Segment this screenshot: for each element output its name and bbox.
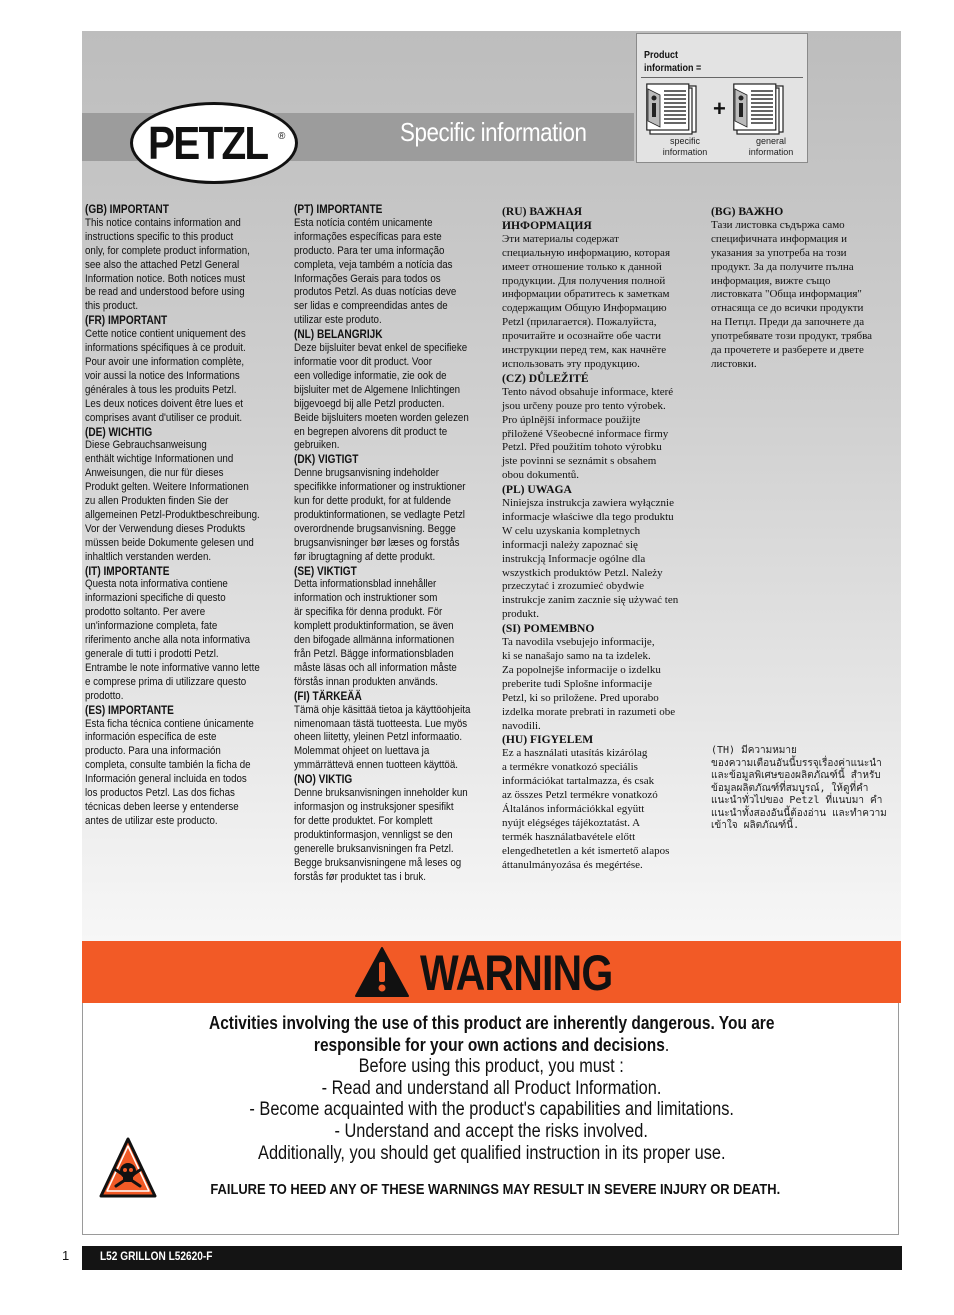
warning-line-7-text: Additionally, you should get qualified instruction in its proper use. <box>257 1143 726 1164</box>
notice-heading: (PL) UWAGA <box>502 483 572 497</box>
warning-line-7 <box>82 1143 901 1165</box>
warning-title: WARNING <box>420 945 613 1001</box>
notice-hu <box>502 733 702 872</box>
document-reference: L52 GRILLON L52620-F <box>100 1251 213 1263</box>
warning-line-2-text <box>314 1034 669 1056</box>
notice-heading: (DE) WICHTIG <box>85 425 153 439</box>
notice-si <box>502 622 702 733</box>
logo-wordmark: PETZL <box>148 117 268 169</box>
notice-text: Questa nota informativa contiene informazioni specifiche di questo prodotto soltanto. Per avere un'informazione completa, fate riferimento anche alla nota informativa generale di tutti i prodotti Petzl. Entrambe le note informative vanno lette e comprese prima di utilizzare questo prodotto. <box>85 578 260 702</box>
warning-line-6 <box>82 1121 901 1143</box>
notice-heading: (FI) TÄRKEÄÄ <box>294 689 362 703</box>
notice-heading: (ES) IMPORTANTE <box>85 703 174 717</box>
notice-heading: (HU) FIGYELEM <box>502 733 594 747</box>
notice-es <box>85 704 278 829</box>
notice-text: This notice contains information and instructions specific to this product only, for complete product information, see also the attached Petzl General Information notice. Both notices must be read and understood before using this product. <box>85 216 250 313</box>
notice-heading: (NO) VIKTIG <box>294 773 353 787</box>
notice-text: Niniejsza instrukcja zawiera wyłącznie informacje właściwe dla tego produktu W celu uzyskania kompletnych informacji należy zapoznać się instrukcją Informacje ogólne dla wszystkich produktów Petzl. Należy przeczytać i zrozumieć obydwie instrukcje zanim zacznie się używać ten produkt. <box>502 497 679 621</box>
warning-line-1 <box>82 1012 901 1034</box>
notice-heading: (CZ) DŮLEŽITÉ <box>502 371 589 385</box>
notice-ru <box>502 205 702 372</box>
warning-triangle-icon <box>354 946 410 998</box>
notice-text: Ez a használati utasítás kizárólag a termékre vonatkozó speciális információkat tartalmazza, és csak az összes Petzl termékre vonatkozó Általános információkkal együtt nyújt elégséges tájékoztatást. A termék használatbavétele előtt elengedhetetlen a két ismertető alapos áttanulmányozása és megértése. <box>502 747 670 871</box>
notice-pt <box>294 203 487 328</box>
notice-heading: (BG) ВАЖНО <box>711 205 784 218</box>
failure-warning-text: FAILURE TO HEED ANY OF THESE WARNINGS MAY RESULT IN SEVERE INJURY OR DEATH. <box>210 1181 780 1198</box>
notice-text: Denne bruksanvisningen inneholder kun informasjon og instruksjoner spesifikt for dette produktet. For komplett produktinformasjon, vennligst se den generelle bruksanvisningen fra Petzl. Begge bruksanvisningene må leses og forstås før produktet tas i bruk. <box>294 787 468 883</box>
notice-text: Ta navodila vsebujejo informacije, ki se nanašajo samo na ta izdelek. Za popolnejše informacije o izdelku preberite tudi Splošne informacije Petzl, ki so priložene. Pred uporabo izdelka morate prebrati in razumeti obe navodili. <box>502 636 676 732</box>
product-information-title: Product information = <box>644 50 702 74</box>
product-information-divider <box>641 77 803 78</box>
notice-it <box>85 565 278 704</box>
notice-text: Denne brugsanvisning indeholder specifikke informationer og instruktioner kun for dette produkt, for at fuldende produktinformationen, se vedlagte Petzl overordnende brugsanvisning. Begge brugsanvisninger bør læses og forstås før ibrugtagning af dette produkt. <box>294 467 466 563</box>
notice-heading: (SE) VIKTIGT <box>294 564 357 578</box>
notice-heading: (GB) IMPORTANT <box>85 203 169 216</box>
notice-se <box>294 565 487 690</box>
info-document-icon <box>646 83 706 135</box>
notice-text: Тази листовка съдържа само специфичната информация и указания за употреба на този продукт. За да получите пълна информация, вижте също листовката "Обща информация" отнасяща се до всички продукти на Петцл. Преди да започнете да употребявате този продукт, трябва да прочетете и разберете и двете листовки. <box>711 218 873 370</box>
notice-nl <box>294 328 487 453</box>
column-1 <box>85 203 278 829</box>
warning-line-2-bold: responsible for your own actions and decisions <box>313 1035 665 1055</box>
warning-line-2 <box>82 1034 901 1056</box>
column-3 <box>502 205 702 873</box>
notice-heading: (RU) ВАЖНАЯ ИНФОРМАЦИЯ <box>502 205 592 232</box>
notice-heading: (FR) IMPORTANT <box>85 314 168 328</box>
notice-gb <box>85 203 278 314</box>
notice-heading: (PT) IMPORTANTE <box>294 203 383 216</box>
column-2 <box>294 203 487 884</box>
warning-line-3 <box>82 1056 901 1078</box>
notice-de <box>85 426 278 565</box>
notice-fr <box>85 314 278 425</box>
notice-heading: (NL) BELANGRIJK <box>294 328 383 342</box>
notice-cz <box>502 372 702 483</box>
notice-text: Esta ficha técnica contiene únicamente información específica de este producto. Para una información completa, consulte también la ficha de Información general incluida en todos los productos Petzl. Las dos fichas técnicas deben leerse y entenderse antes de utilizar este producto. <box>85 717 254 827</box>
notice-text: Detta informationsblad innehåller information och instruktioner som är specifika för denna produkt. För komplett produktinformation, se även den bifogade allmänna informationen från Petzl. Bägge informationsbladen måste läsas och all information måste förstås innan produkten används. <box>294 578 457 688</box>
notice-fi <box>294 690 487 773</box>
page-title: Specific information <box>400 117 587 147</box>
notice-bg <box>711 205 896 372</box>
info-document-icon <box>733 83 793 135</box>
notice-heading: (SI) POMEMBNO <box>502 622 595 636</box>
warning-line-4-text: - Read and understand all Product Information. <box>321 1078 662 1099</box>
warning-line-6-text: - Understand and accept the risks involved. <box>334 1121 649 1142</box>
notice-text: Tento návod obsahuje informace, které jsou určeny pouze pro tento výrobek. Pro úplnější informace použijte přiložené Všeobecné informace firmy Petzl. Před použitím tohoto výrobku jste povinni se seznámit s obsahem obou dokumentů. <box>502 385 674 482</box>
general-information-label: general information <box>748 136 794 157</box>
notice-no <box>294 773 487 884</box>
notice-th: (TH) มีความหมาย ของความเตือนอันนี้บรรจุเรื่องค่าแนะนำ และข้อมูลพิเศษของผลิตภัณฑ์นี้ สำหรับข้อมูลผลิตภัณฑ์ที่สมบูรณ์, ให้ดูที่คำแนะนำทั่วไปของ Petzl ที่แนบมา คำแนะนำทั้งสองอันนี้ต้องอ่าน และทำความเข้าใจ ผลิตภัณฑ์นี้. <box>711 745 887 831</box>
page-number: 1 <box>62 1248 70 1263</box>
notice-text: Diese Gebrauchsanweisung enthält wichtige Informationen und Anweisungen, die nur für dieses Produkt gelten. Weitere Informationen zu allen Produkten finden Sie der allgemeinen Petzl-Produktbeschreibung. Vor der Verwendung dieses Produkts müssen beide Dokumente gelesen und inhaltlich verstanden werden. <box>85 439 260 563</box>
notice-text: Tämä ohje käsittää tietoa ja käyttöohjeita nimenomaan tästä tuotteesta. Lue myös oheen liitetty, yleinen Petzl informaatio. Molemmat ohjeet on luettava ja ymmärrättevä ennen tuotteen käyttöä. <box>294 703 471 772</box>
notice-text: Cette notice contient uniquement des informations spécifiques à ce produit. Pour avoir une information complète, voir aussi la notice des Informations générales à tous les produits Petzl. Les deux notices doivent être lues et comprises avant d'utiliser ce produit. <box>85 328 246 424</box>
notice-text: Esta notícia contém unicamente informações específicas para este producto. Para ter uma informação completa, veja também a notícia das Informações Gerais para todos os produtos Petzl. As duas notícias deve ser lidas e compreendidas antes de utilizar este produto. <box>294 216 457 327</box>
warning-line-3-text: Before using this product, you must : <box>358 1056 625 1077</box>
column-4 <box>711 205 896 372</box>
notice-pl <box>502 483 702 622</box>
notice-text: Deze bijsluiter bevat enkel de specifieke informatie voor dit product. Voor een volledige informatie, zie ook de bijsluiter met de Algemene Inlichtingen bijgevoegd bij alle Petzl producten. Beide bijsluiters moeten worden gelezen en begrepen alvorens dit product te gebruiken. <box>294 342 469 452</box>
plus-sign: + <box>713 96 726 121</box>
warning-line-5 <box>82 1099 901 1121</box>
warning-line-4 <box>82 1078 901 1100</box>
notice-dk <box>294 453 487 564</box>
notice-heading: (IT) IMPORTANTE <box>85 564 170 578</box>
warning-line-1-text: Activities involving the use of this product are inherently dangerous. You are <box>208 1013 775 1033</box>
notice-text: Эти материалы содержат специальную информацию, которая имеет отношение только к данной продукции. Для получения полной информации обратитесь к заметкам содержащим Общую Информацию Petzl (прилагается). Пожалуйста, прочитайте и осознайте обе части инструкции перед тем, как начнёте использовать эту продукцию. <box>502 232 671 370</box>
failure-warning <box>115 1181 875 1198</box>
warning-line-2-period: . <box>664 1035 670 1055</box>
notice-heading: (DK) VIGTIGT <box>294 453 359 467</box>
specific-information-label: specific information <box>662 136 708 157</box>
warning-line-5-text: - Become acquainted with the product's capabilities and limitations. <box>249 1099 734 1120</box>
registered-mark: ® <box>278 131 286 142</box>
